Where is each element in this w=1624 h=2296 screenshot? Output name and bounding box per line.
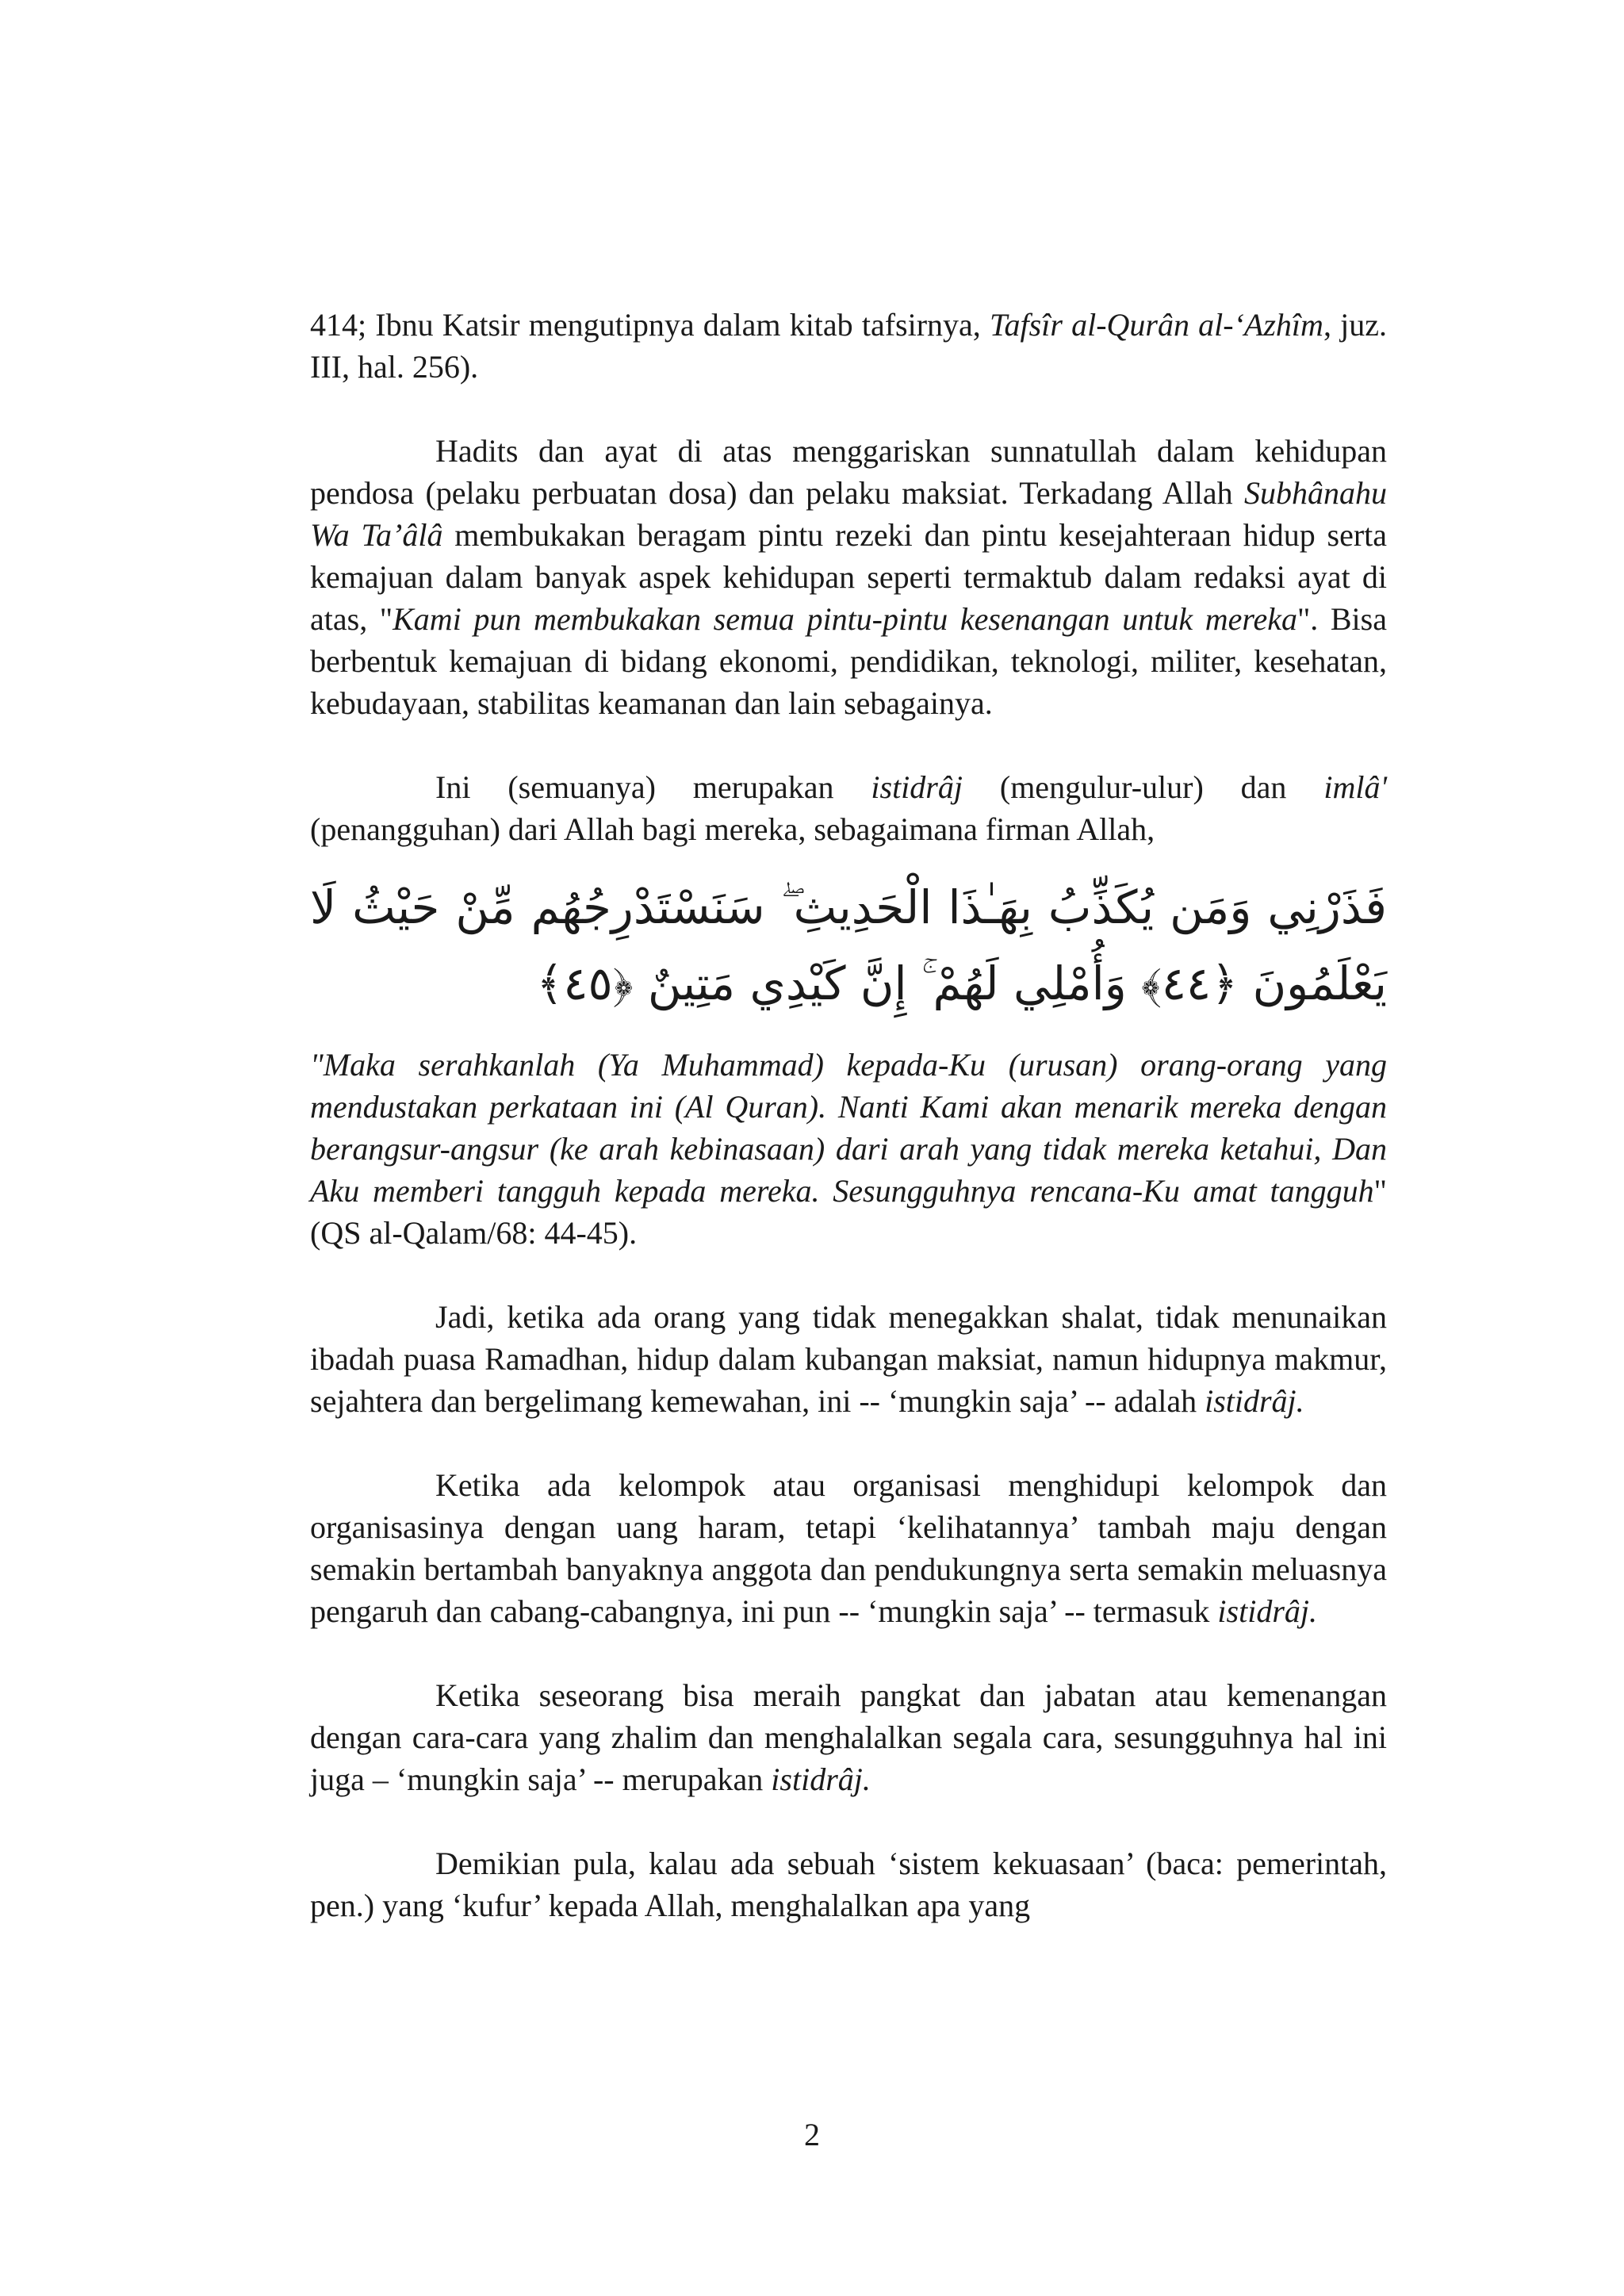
page-number: 2 xyxy=(804,2117,820,2152)
text-run: ". Bisa berbentuk kemajuan di bidang ekonomi, pendidikan, teknologi, militer, kesehatan, kebudayaan, stabilitas keamanan dan lain sebagainya. xyxy=(310,601,1387,721)
text-run: Demikian pula, kalau ada sebuah ‘sistem kekuasaan’ (baca: pemerintah, pen.) yang ‘kufur’ kepada Allah, menghalalkan apa yang xyxy=(310,1846,1387,1923)
paragraph-citation xyxy=(310,304,1387,388)
italic-term: istidrâj. xyxy=(1205,1383,1304,1419)
paragraph-shalat xyxy=(310,1296,1387,1422)
text-run: , juz. III, hal. 256). xyxy=(310,307,1387,385)
text-run: (penangguhan) dari Allah bagi mereka, sebagaimana firman Allah, xyxy=(310,811,1155,847)
book-title: Tafsîr al-Qurân al-‘Azhîm xyxy=(989,307,1323,343)
text-run: Jadi, ketika ada orang yang tidak menegakkan shalat, tidak menunaikan ibadah puasa Ramadhan, hidup dalam kubangan maksiat, namun hidupnya makmur, sejahtera dan bergelimang kemewahan, ini -- ‘mungkin saja’ -- adalah xyxy=(310,1299,1387,1419)
text-run: (mengulur-ulur) dan xyxy=(962,769,1324,805)
paragraph-organisasi xyxy=(310,1464,1387,1632)
italic-term: istidrâj. xyxy=(771,1761,871,1797)
page-body xyxy=(310,304,1387,1926)
text-run: Hadits dan ayat di atas menggariskan sunnatullah dalam kehidupan pendosa (pelaku perbuatan dosa) dan pelaku maksiat. Terkadang Allah xyxy=(310,433,1387,511)
quran-verse-arabic xyxy=(310,869,1387,1022)
paragraph-jabatan xyxy=(310,1674,1387,1800)
verse-reference: " (QS al-Qalam/68: 44-45). xyxy=(310,1173,1387,1251)
text-run: Ketika seseorang bisa meraih pangkat dan jabatan atau kemenangan dengan cara-cara yang zhalim dan menghalalkan segala cara, sesungguhnya hal ini juga – ‘mungkin saja’ -- merupakan xyxy=(310,1677,1387,1797)
text-run: Ini (semuanya) merupakan xyxy=(435,769,871,805)
paragraph-sistem-kekuasaan xyxy=(310,1842,1387,1926)
arabic-line-2: يَعْلَمُونَ ﴿٤٤﴾ وَأُمْلِي لَهُمْ ۚ إِنَّ كَيْدِي مَتِينٌ ﴿٤٥﴾ xyxy=(536,956,1387,1010)
italic-term: Subhânahu Wa Ta’âlâ xyxy=(310,475,1387,553)
text-run: Ketika ada kelompok atau organisasi menghidupi kelompok dan organisasinya dengan uang haram, tetapi ‘kelihatannya’ tambah maju dengan semakin bertambah banyaknya anggota dan pendukungnya serta semakin meluasnya pengaruh dan cabang-cabangnya, ini pun -- ‘mungkin saja’ -- termasuk xyxy=(310,1467,1387,1629)
italic-term: istidrâj xyxy=(871,769,963,805)
italic-term: imlâ' xyxy=(1323,769,1387,805)
text-run: 414; Ibnu Katsir mengutipnya dalam kitab tafsirnya, xyxy=(310,307,990,343)
italic-term: istidrâj. xyxy=(1217,1593,1317,1629)
paragraph-verse-translation xyxy=(310,1044,1387,1254)
italic-quote: Kami pun membukakan semua pintu-pintu kesenangan untuk mereka xyxy=(393,601,1297,637)
paragraph-istidraj-intro xyxy=(310,766,1387,850)
paragraph-sunnatullah xyxy=(310,430,1387,724)
text-run: membukakan beragam pintu rezeki dan pintu kesejahteraan hidup serta kemajuan dalam banyak aspek kehidupan seperti termaktub dalam redaksi ayat di atas, " xyxy=(310,517,1388,637)
italic-translation: "Maka serahkanlah (Ya Muhammad) kepada-Ku (urusan) orang-orang yang mendustakan perkataan ini (Al Quran). Nanti Kami akan menarik mereka dengan berangsur-angsur (ke arah kebinasaan) dari arah yang tidak mereka ketahui, Dan Aku memberi tangguh kepada mereka. Sesungguhnya rencana-Ku amat tangguh xyxy=(310,1047,1387,1209)
arabic-line-1: فَذَرْنِي وَمَن يُكَذِّبُ بِهَـٰذَا الْحَدِيثِ ۖ سَنَسْتَدْرِجُهُم مِّنْ حَيْثُ لَا xyxy=(310,880,1387,934)
